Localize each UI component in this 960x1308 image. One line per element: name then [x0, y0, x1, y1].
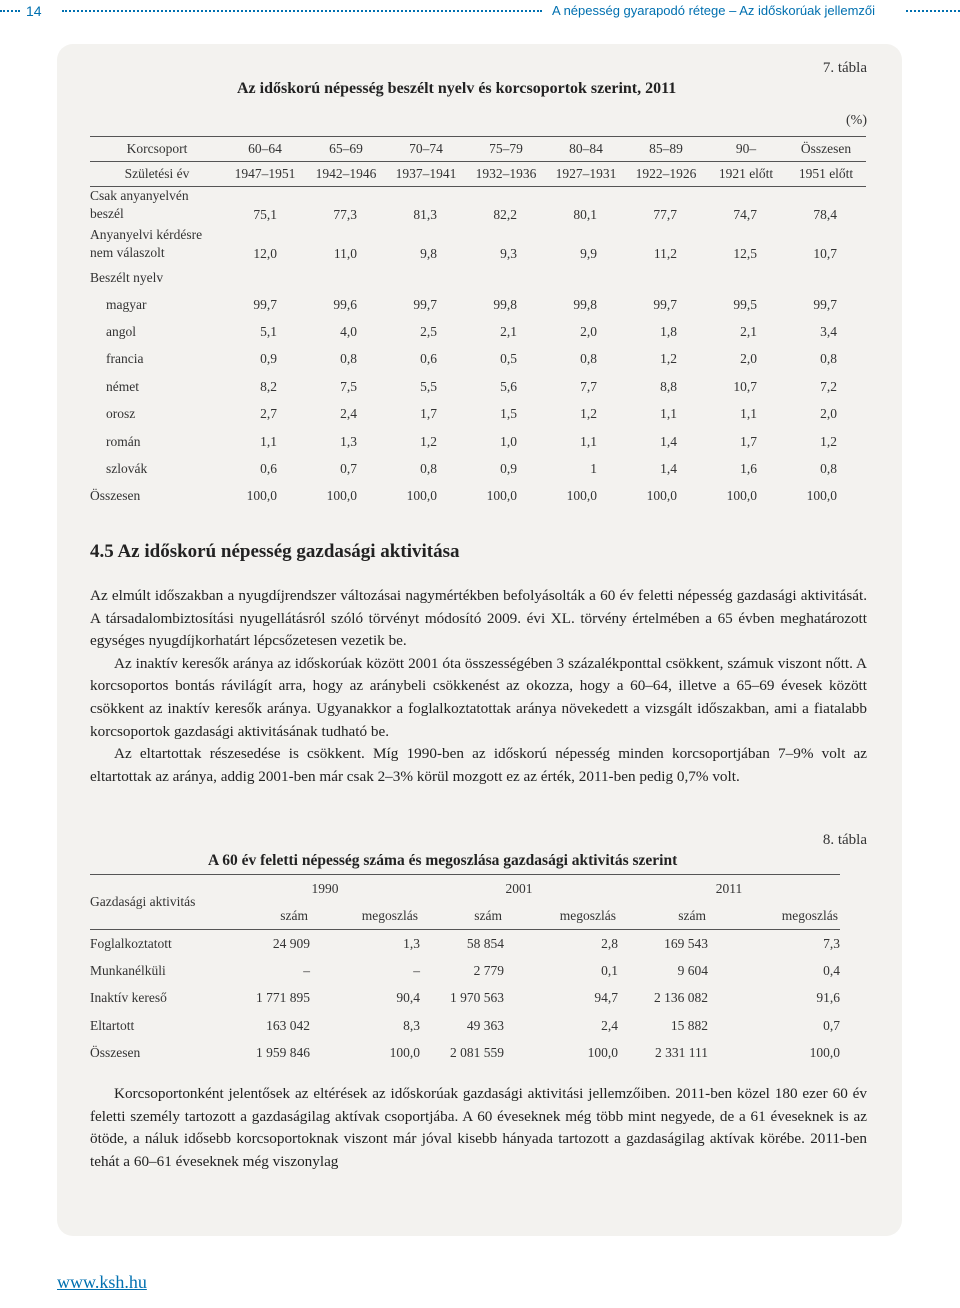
cell: 7,2 — [820, 378, 837, 394]
cell: 1,1 — [660, 406, 677, 422]
cell: 1,2 — [580, 406, 597, 422]
cell: 100,0 — [246, 488, 277, 504]
table-row — [90, 1012, 840, 1039]
cell: 2,0 — [820, 406, 837, 422]
cell: – — [413, 963, 420, 979]
cell: 90,4 — [396, 990, 420, 1006]
cell: 1,1 — [740, 406, 757, 422]
cell: 1,6 — [740, 461, 757, 477]
cell: 58 854 — [466, 935, 504, 951]
table7-row-total — [90, 483, 866, 510]
closing-text — [90, 1083, 867, 1173]
cell: 10,7 — [733, 378, 757, 394]
cell: 100,0 — [406, 488, 437, 504]
row-label-line2: beszél — [90, 206, 124, 221]
table7-unit: (%) — [846, 113, 867, 128]
cell: 0,8 — [420, 461, 437, 477]
cell: 1 970 563 — [450, 990, 504, 1006]
language-name: román — [106, 433, 141, 449]
cell: 169 543 — [664, 935, 708, 951]
sub-szam: szám — [618, 902, 708, 930]
cell: 0,6 — [420, 351, 437, 367]
cell: 8,3 — [403, 1017, 420, 1033]
cell: 1,7 — [420, 406, 437, 422]
cell: 0,8 — [820, 351, 837, 367]
table7-row-no-answer — [90, 226, 866, 265]
table8-year: 1990 — [230, 875, 420, 903]
cell: 10,7 — [813, 246, 837, 261]
table7-header-years — [90, 162, 866, 187]
table8-row-label-head: Gazdasági aktivitás — [90, 875, 230, 930]
cell: 49 363 — [466, 1017, 504, 1033]
cell: 82,2 — [493, 207, 517, 222]
cell: 24 909 — [272, 935, 310, 951]
cell: 9 604 — [677, 963, 708, 979]
table7-group: 65–69 — [306, 137, 386, 162]
cell: 99,7 — [253, 296, 277, 312]
cell: 100,0 — [809, 1045, 840, 1061]
cell: 99,6 — [333, 296, 357, 312]
cell: 1,4 — [660, 461, 677, 477]
cell: 77,3 — [333, 207, 357, 222]
cell: 0,9 — [500, 461, 517, 477]
cell: 5,6 — [500, 378, 517, 394]
cell: 7,7 — [580, 378, 597, 394]
cell: 2 136 082 — [654, 990, 708, 1006]
total-label: Összesen — [90, 488, 141, 504]
cell: 100,0 — [566, 488, 597, 504]
table-row — [90, 455, 866, 482]
table-row — [90, 957, 840, 984]
table7-year: 1937–1941 — [386, 162, 466, 187]
cell: 2,1 — [500, 324, 517, 340]
cell: – — [303, 963, 310, 979]
paragraph: Korcsoportonként jelentősek az eltérések az időskorúak gazdasági aktivitási jellemzőiben. 2011-ben közel 180 ezer 60 év feletti személy tartozott a gazdaságilag aktívak csoportjába. A 60 éveseknek még több mint negyede, de a 61 éveseknek is az ötöde, a náluk idősebb korcsoportoknak viszont már jóval kisebb hányada tartozott a gazdaságilag aktívak körébe. 2011-ben tehát a 60–61 éveseknek még viszonylag — [90, 1085, 867, 1170]
cell: 1,5 — [500, 406, 517, 422]
cell: 2,7 — [260, 406, 277, 422]
sub-megoszlas: megoszlás — [708, 902, 840, 930]
table7-group: 60–64 — [224, 137, 306, 162]
table7-year: 1922–1926 — [626, 162, 706, 187]
cell: 1 771 895 — [256, 990, 310, 1006]
running-title: A népesség gyarapodó rétege – Az időskorúak jellemzői — [552, 3, 876, 18]
cell: 100,0 — [726, 488, 757, 504]
header-dots-left — [0, 10, 20, 12]
cell: 163 042 — [266, 1017, 310, 1033]
cell: 12,0 — [253, 246, 277, 261]
sub-megoszlas: megoszlás — [504, 902, 618, 930]
table7-year: 1932–1936 — [466, 162, 546, 187]
table7-head1-label: Korcsoport — [90, 137, 224, 162]
header-dots-right — [906, 10, 960, 12]
cell: 1,2 — [820, 433, 837, 449]
cell: 5,1 — [260, 324, 277, 340]
table7-group: 70–74 — [386, 137, 466, 162]
cell: 8,2 — [260, 378, 277, 394]
cell: 99,7 — [653, 296, 677, 312]
cell: 1,3 — [403, 935, 420, 951]
language-name: orosz — [106, 406, 136, 422]
cell: 100,0 — [646, 488, 677, 504]
cell: 99,7 — [413, 296, 437, 312]
row-label-line1: Csak anyanyelvén — [90, 188, 189, 203]
sub-szam: szám — [230, 902, 310, 930]
table8-header-years — [90, 875, 840, 903]
table7-head2-label: Születési év — [90, 162, 224, 187]
cell: 7,5 — [340, 378, 357, 394]
table-row — [90, 318, 866, 345]
cell: 0,7 — [340, 461, 357, 477]
cell: 2,4 — [340, 406, 357, 422]
cell: 9,3 — [500, 246, 517, 261]
row-label-line1: Anyanyelvi kérdésre — [90, 227, 203, 242]
table7-year: 1947–1951 — [224, 162, 306, 187]
table-row — [90, 930, 840, 958]
row-label: Munkanélküli — [90, 963, 166, 979]
table-row — [90, 346, 866, 373]
cell: 100,0 — [486, 488, 517, 504]
table7-group: 85–89 — [626, 137, 706, 162]
cell: 1,8 — [660, 324, 677, 340]
table7-row-mother-tongue — [90, 187, 866, 227]
row-label: Összesen — [90, 1045, 141, 1061]
table8 — [90, 874, 840, 1067]
cell: 2,8 — [601, 935, 618, 951]
table7 — [90, 136, 866, 510]
spoken-language-label: Beszélt nyelv — [90, 270, 164, 285]
table-row — [90, 1040, 840, 1067]
cell: 1,2 — [420, 433, 437, 449]
cell: 2 331 111 — [655, 1045, 708, 1061]
section-heading: 4.5 Az időskorú népesség gazdasági aktivitása — [90, 541, 460, 562]
cell: 11,2 — [653, 246, 677, 261]
header-dots-middle — [62, 10, 542, 12]
row-label-line2: nem válaszolt — [90, 245, 165, 260]
table-row — [90, 291, 866, 318]
cell: 74,7 — [733, 207, 757, 222]
cell: 8,8 — [660, 378, 677, 394]
table7-header-groups — [90, 137, 866, 162]
cell: 2 081 559 — [450, 1045, 504, 1061]
cell: 1,4 — [660, 433, 677, 449]
table8-number: 8. tábla — [822, 832, 867, 848]
table7-group: 90– — [706, 137, 786, 162]
cell: 0,6 — [260, 461, 277, 477]
cell: 94,7 — [594, 990, 618, 1006]
cell: 100,0 — [806, 488, 837, 504]
table8-year: 2001 — [420, 875, 618, 903]
cell: 3,4 — [820, 324, 837, 340]
row-label: Inaktív kereső — [90, 990, 167, 1006]
cell: 0,9 — [260, 351, 277, 367]
cell: 100,0 — [326, 488, 357, 504]
cell: 0,4 — [823, 963, 840, 979]
cell: 1,3 — [340, 433, 357, 449]
sub-szam: szám — [420, 902, 504, 930]
cell: 75,1 — [253, 207, 277, 222]
language-name: francia — [106, 351, 144, 367]
cell: 5,5 — [420, 378, 437, 394]
cell: 100,0 — [587, 1045, 618, 1061]
cell: 9,8 — [420, 246, 437, 261]
cell: 15 882 — [670, 1017, 708, 1033]
cell: 99,5 — [733, 296, 757, 312]
table7-group: 75–79 — [466, 137, 546, 162]
cell: 1,7 — [740, 433, 757, 449]
table7-row-spoken-language-head — [90, 265, 866, 291]
cell: 1 959 846 — [256, 1045, 310, 1061]
table-row — [90, 985, 840, 1012]
cell: 99,7 — [813, 296, 837, 312]
footer-link[interactable]: www.ksh.hu — [57, 1272, 147, 1292]
cell: 0,1 — [601, 963, 618, 979]
cell: 1,1 — [260, 433, 277, 449]
language-name: angol — [106, 324, 136, 340]
table8-title: A 60 év feletti népesség száma és megoszlása gazdasági aktivitás szerint — [208, 852, 678, 869]
table-row — [90, 428, 866, 455]
cell: 7,3 — [823, 935, 840, 951]
paragraph: Az elmúlt időszakban a nyugdíjrendszer változásai nagymértékben befolyásolták a 60 év feletti népesség gazdasági aktivitását. A társadalombiztosítási nyugellátásról szóló törvényt módosító 2009. évi XL. törvény értelmében a 65 évben meghatározott egységes nyugdíjkorhatárt lépcsőzetesen vezetik be. — [90, 587, 867, 650]
table7-year: 1951 előtt — [786, 162, 866, 187]
cell: 2,5 — [420, 324, 437, 340]
row-label: Foglalkoztatott — [90, 935, 172, 951]
cell: 0,7 — [823, 1017, 840, 1033]
cell: 12,5 — [733, 246, 757, 261]
cell: 91,6 — [816, 990, 840, 1006]
paragraph: Az inaktív keresők aránya az időskorúak között 2001 óta összességében 3 százalékponttal csökkent, számuk viszont nőtt. A korcsoportos bontás rávilágít arra, hogy az aránybeli csökkenést az okozza, hogy a 60–64, illetve a 65–69 évesek között csökkent az inaktív keresők aránya. Ugyanakkor a foglalkoztatottak aránya növekedett a vizsgált időszakban, ami a fiatalabb korcsoportok gazdasági aktivitásának tudható be. — [90, 654, 867, 740]
cell: 100,0 — [389, 1045, 420, 1061]
table8-year: 2011 — [618, 875, 840, 903]
cell: 2,1 — [740, 324, 757, 340]
table-row — [90, 401, 866, 428]
cell: 2,4 — [601, 1017, 618, 1033]
cell: 99,8 — [573, 296, 597, 312]
cell: 1,2 — [660, 351, 677, 367]
cell: 0,8 — [820, 461, 837, 477]
cell: 1 — [590, 461, 597, 477]
page-number: 14 — [26, 3, 42, 19]
cell: 11,0 — [333, 246, 357, 261]
cell: 2,0 — [580, 324, 597, 340]
table7-year: 1921 előtt — [706, 162, 786, 187]
table7-year: 1942–1946 — [306, 162, 386, 187]
cell: 78,4 — [813, 207, 837, 222]
cell: 9,9 — [580, 246, 597, 261]
language-name: szlovák — [106, 461, 148, 477]
cell: 2 779 — [473, 963, 504, 979]
table7-number: 7. tábla — [822, 60, 867, 76]
table7-language-rows — [90, 291, 866, 483]
cell: 4,0 — [340, 324, 357, 340]
sub-megoszlas: megoszlás — [310, 902, 420, 930]
cell: 0,8 — [580, 351, 597, 367]
language-name: magyar — [106, 296, 147, 312]
cell: 0,8 — [340, 351, 357, 367]
cell: 99,8 — [493, 296, 517, 312]
table7-group: 80–84 — [546, 137, 626, 162]
row-label — [90, 187, 224, 227]
cell: 77,7 — [653, 207, 677, 222]
cell: 2,0 — [740, 351, 757, 367]
table7-year: 1927–1931 — [546, 162, 626, 187]
row-label — [90, 226, 224, 265]
table7-group: Összesen — [786, 137, 866, 162]
cell: 0,5 — [500, 351, 517, 367]
table7-title: Az időskorú népesség beszélt nyelv és korcsoportok szerint, 2011 — [237, 80, 677, 97]
language-name: német — [106, 378, 139, 394]
section-body — [90, 585, 867, 788]
table-row — [90, 373, 866, 400]
cell: 81,3 — [413, 207, 437, 222]
cell: 1,0 — [500, 433, 517, 449]
cell: 1,1 — [580, 433, 597, 449]
paragraph: Az eltartottak részesedése is csökkent. Míg 1990-ben az időskorú népesség minden korcsoportjában 7–9% volt az eltartottak az aránya, addig 2001-ben már csak 2–3% körül mozgott ez az érték, 2011-ben pedig 0,7% volt. — [90, 745, 867, 785]
row-label: Eltartott — [90, 1017, 135, 1033]
cell: 80,1 — [573, 207, 597, 222]
